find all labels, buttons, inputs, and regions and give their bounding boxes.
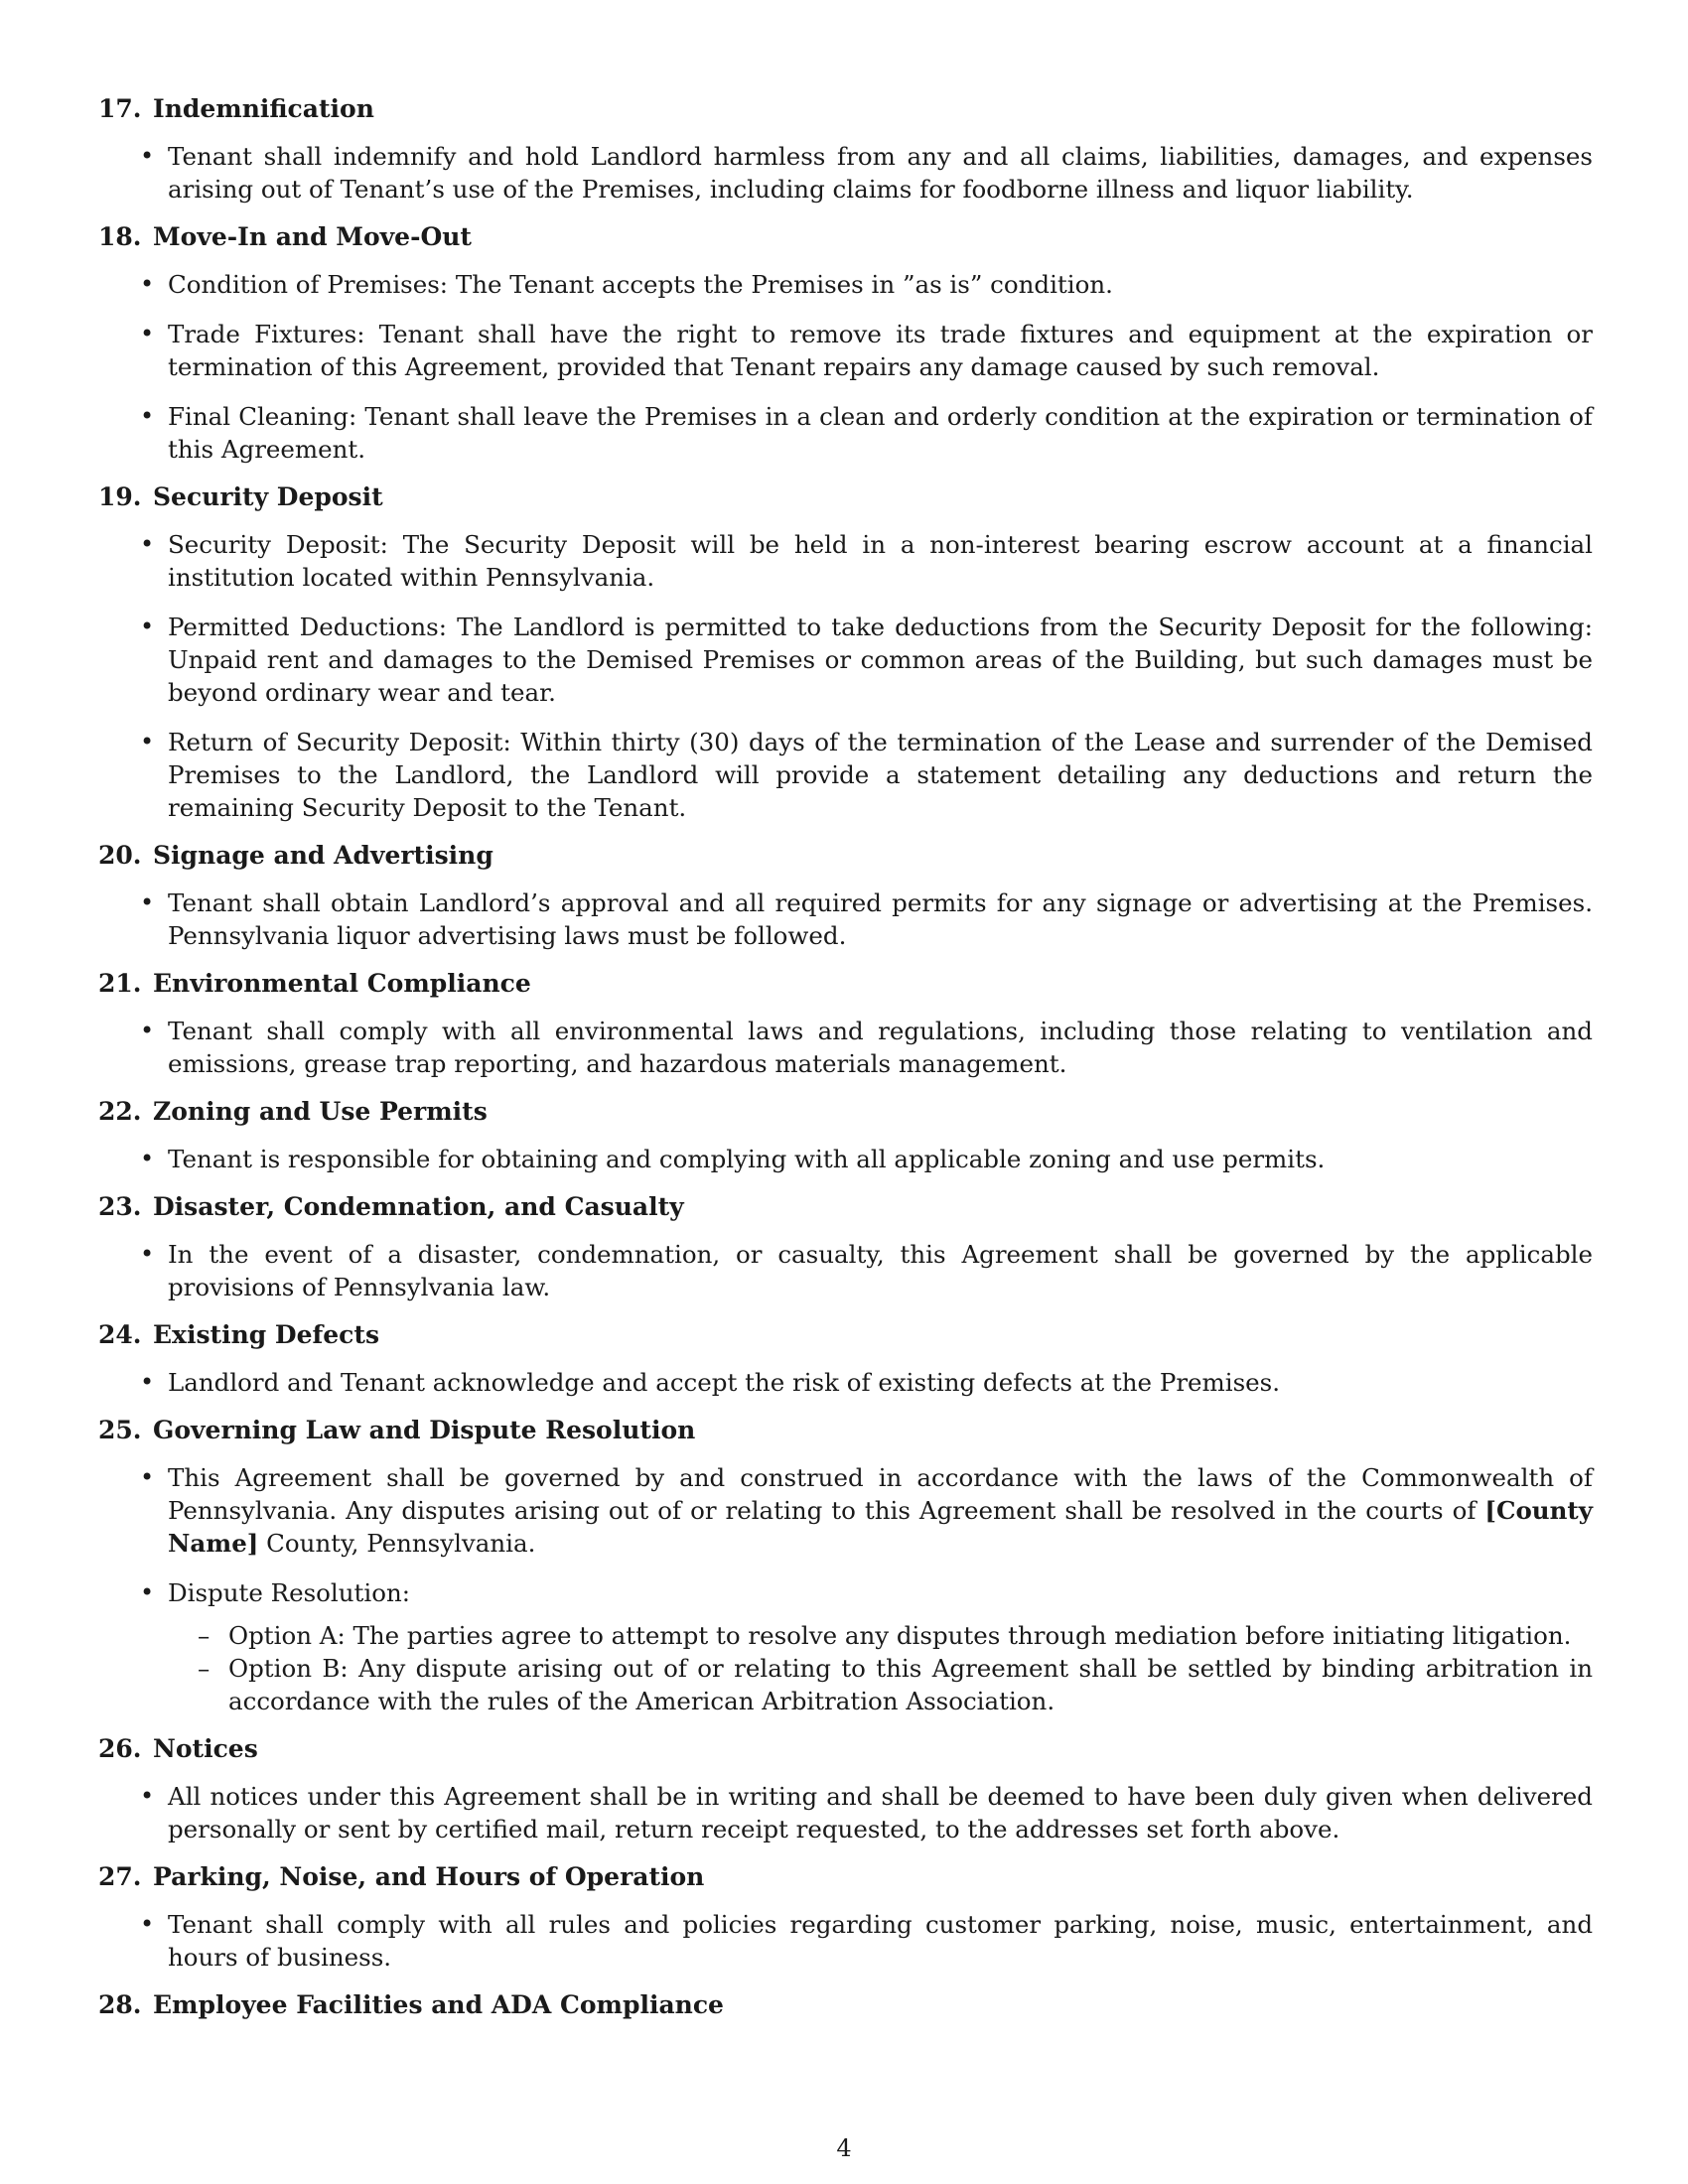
sub-list-item	[98, 1619, 1593, 1652]
section-number: 17.	[98, 94, 142, 123]
section-title: Indemnification	[153, 94, 374, 123]
section-number: 18.	[98, 222, 142, 251]
list-item	[98, 1015, 1593, 1080]
bullet-icon: •	[140, 1782, 155, 1810]
section-notices	[98, 1734, 1593, 1845]
section-parking-noise-hours	[98, 1862, 1593, 1974]
section-title: Signage and Advertising	[153, 841, 493, 870]
section-heading	[98, 222, 1593, 252]
bullet-icon: •	[140, 888, 155, 916]
list-item-text: Return of Security Deposit: Within thirty (30) days of the termination of the Lease and surrender of the Demised Premises to the Landlord, the Landlord will provide a statement detailing any deductions and return the remaining Security Deposit to the Tenant.	[168, 728, 1593, 822]
bullet-icon: •	[140, 530, 155, 558]
section-title: Move-In and Move-Out	[153, 222, 472, 251]
list-item	[98, 400, 1593, 466]
sub-list-item	[98, 1652, 1593, 1717]
section-heading	[98, 482, 1593, 512]
document-page	[98, 94, 1593, 2036]
section-number: 24.	[98, 1320, 142, 1349]
list-item	[98, 1238, 1593, 1303]
section-title: Governing Law and Dispute Resolution	[153, 1416, 696, 1444]
section-number: 21.	[98, 969, 142, 998]
section-existing-defects	[98, 1320, 1593, 1399]
list-item	[98, 268, 1593, 301]
section-title: Security Deposit	[153, 482, 383, 511]
list-item	[98, 1780, 1593, 1845]
list-item	[98, 318, 1593, 383]
list-item	[98, 140, 1593, 205]
list-item-text: Security Deposit: The Security Deposit will be held in a non-interest bearing escrow account at a financial institution located within Pennsylvania.	[168, 530, 1593, 592]
section-number: 23.	[98, 1192, 142, 1221]
section-heading	[98, 969, 1593, 999]
section-number: 19.	[98, 482, 142, 511]
bullet-icon: •	[140, 1463, 155, 1491]
section-employee-facilities-ada	[98, 1990, 1593, 2020]
dispute-options	[98, 1619, 1593, 1717]
list-item-text: Tenant is responsible for obtaining and complying with all applicable zoning and use permits.	[168, 1145, 1326, 1173]
list-item-text: Tenant shall comply with all environmental laws and regulations, including those relating to ventilation and emissions, grease trap reporting, and hazardous materials management.	[168, 1017, 1593, 1078]
list-item	[98, 1461, 1593, 1560]
list-item-text: Tenant shall obtain Landlord’s approval and all required permits for any signage or advertising at the Premises. Pennsylvania liquor advertising laws must be followed.	[168, 888, 1593, 950]
bullet-icon: •	[140, 1145, 155, 1172]
list-item	[98, 1366, 1593, 1399]
section-heading	[98, 1192, 1593, 1222]
section-title: Disaster, Condemnation, and Casualty	[153, 1192, 684, 1221]
section-disaster-condemnation-casualty	[98, 1192, 1593, 1303]
bullet-icon: •	[140, 142, 155, 170]
section-heading	[98, 94, 1593, 124]
law-text-after: County, Pennsylvania.	[258, 1529, 536, 1558]
bullet-icon: •	[140, 1240, 155, 1268]
list-item-text: Landlord and Tenant acknowledge and accept the risk of existing defects at the Premises.	[168, 1368, 1281, 1397]
bullet-icon: •	[140, 270, 155, 298]
section-heading	[98, 841, 1593, 871]
law-text-before: This Agreement shall be governed by and construed in accordance with the laws of the Commonwealth of Pennsylvania. Any disputes arising out of or relating to this Agreement shall be resolved in the courts of	[168, 1463, 1593, 1525]
list-item	[98, 887, 1593, 952]
section-heading	[98, 1734, 1593, 1764]
bullet-icon: •	[140, 613, 155, 640]
section-heading	[98, 1320, 1593, 1350]
list-item	[98, 1908, 1593, 1974]
list-item-text: Final Cleaning: Tenant shall leave the Premises in a clean and orderly condition at the expiration or termination of this Agreement.	[168, 402, 1593, 464]
list-item-text: Tenant shall comply with all rules and policies regarding customer parking, noise, music, entertainment, and hours of business.	[168, 1910, 1593, 1972]
section-security-deposit	[98, 482, 1593, 824]
bullet-icon: •	[140, 402, 155, 430]
section-number: 27.	[98, 1862, 142, 1891]
list-item-text	[168, 1463, 1593, 1558]
section-number: 28.	[98, 1990, 142, 2019]
section-number: 26.	[98, 1734, 142, 1763]
section-heading	[98, 1097, 1593, 1127]
list-item-text: Tenant shall indemnify and hold Landlord harmless from any and all claims, liabilities, damages, and expenses arising out of Tenant’s use of the Premises, including claims for foodborne illness and liquor liability.	[168, 142, 1593, 204]
page-number: 4	[836, 2134, 852, 2162]
section-heading	[98, 1990, 1593, 2020]
section-heading	[98, 1862, 1593, 1892]
county-name-placeholder: [County Name]	[168, 1496, 1593, 1558]
list-item-text: In the event of a disaster, condemnation, or casualty, this Agreement shall be governed by the applicable provisions of Pennsylvania law.	[168, 1240, 1593, 1301]
list-item	[98, 611, 1593, 709]
section-signage-advertising	[98, 841, 1593, 952]
dash-icon: –	[198, 1621, 211, 1650]
list-item-text: Trade Fixtures: Tenant shall have the right to remove its trade fixtures and equipment at the expiration or termination of this Agreement, provided that Tenant repairs any damage caused by such removal.	[168, 320, 1593, 381]
section-title: Existing Defects	[153, 1320, 380, 1349]
section-number: 20.	[98, 841, 142, 870]
bullet-icon: •	[140, 728, 155, 755]
bullet-icon: •	[140, 320, 155, 347]
bullet-icon: •	[140, 1368, 155, 1396]
list-item	[98, 726, 1593, 824]
section-zoning-use-permits	[98, 1097, 1593, 1175]
section-number: 25.	[98, 1416, 142, 1444]
list-item-text: All notices under this Agreement shall be in writing and shall be deemed to have been duly given when delivered personally or sent by certified mail, return receipt requested, to the addresses set forth above.	[168, 1782, 1593, 1843]
section-move-in-move-out	[98, 222, 1593, 466]
sub-list-item-text: Option A: The parties agree to attempt to resolve any disputes through mediation before initiating litigation.	[228, 1621, 1572, 1650]
list-item-text: Condition of Premises: The Tenant accepts the Premises in ”as is” condition.	[168, 270, 1113, 299]
dash-icon: –	[198, 1654, 211, 1683]
bullet-icon: •	[140, 1017, 155, 1044]
list-item-text: Dispute Resolution:	[168, 1578, 410, 1607]
section-number: 22.	[98, 1097, 142, 1126]
section-title: Environmental Compliance	[153, 969, 531, 998]
list-item-text: Permitted Deductions: The Landlord is permitted to take deductions from the Security Deposit for the following: Unpaid rent and damages to the Demised Premises or common areas of the Building, but such damages must be beyond ordinary wear and tear.	[168, 613, 1593, 707]
section-environmental-compliance	[98, 969, 1593, 1080]
section-title: Employee Facilities and ADA Compliance	[153, 1990, 724, 2019]
bullet-icon: •	[140, 1910, 155, 1938]
section-title: Zoning and Use Permits	[153, 1097, 488, 1126]
section-title: Notices	[153, 1734, 258, 1763]
list-item	[98, 1576, 1593, 1609]
list-item	[98, 1143, 1593, 1175]
section-title: Parking, Noise, and Hours of Operation	[153, 1862, 705, 1891]
section-governing-law	[98, 1416, 1593, 1717]
sub-list-item-text: Option B: Any dispute arising out of or relating to this Agreement shall be settled by binding arbitration in accordance with the rules of the American Arbitration Association.	[228, 1654, 1593, 1715]
bullet-icon: •	[140, 1578, 155, 1606]
section-indemnification	[98, 94, 1593, 205]
section-heading	[98, 1416, 1593, 1445]
list-item	[98, 528, 1593, 594]
